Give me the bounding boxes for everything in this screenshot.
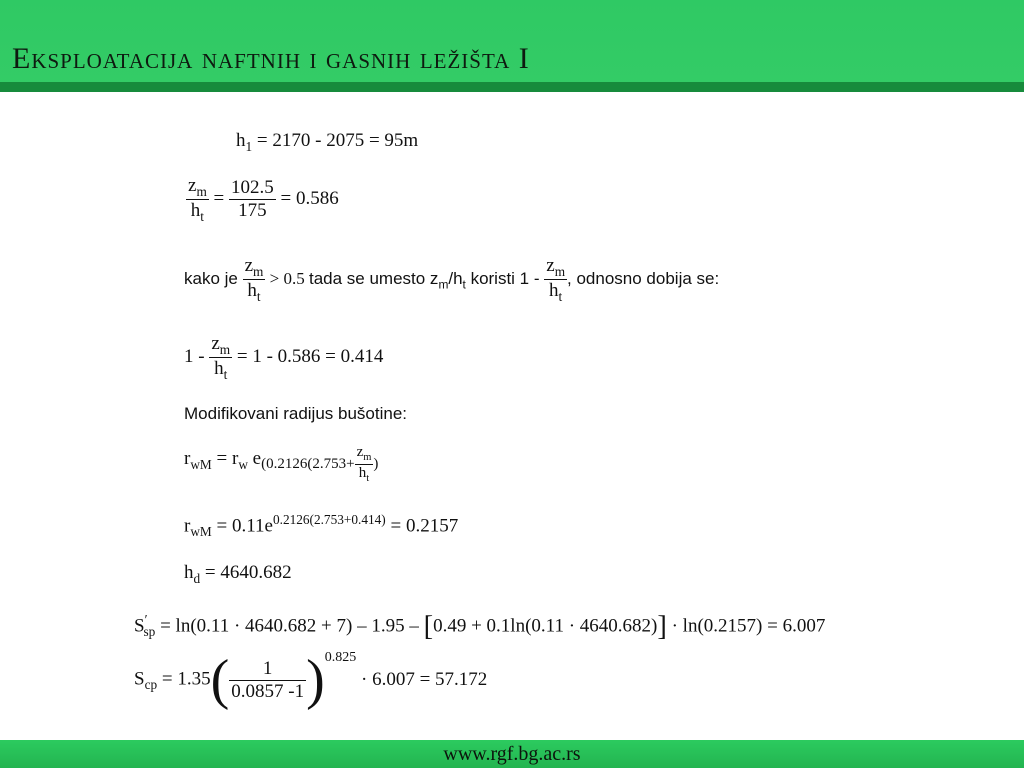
- exponent: 0.2126(2.753+0.414): [272, 512, 386, 527]
- equation-text: = 2170 - 2075 = 95m: [256, 130, 419, 151]
- fraction-values: $\frac{102.5}{175}$: [231, 177, 274, 222]
- fraction-zm-ht: $\frac{z_m}{h_t}$: [188, 175, 207, 224]
- equation-result: = 0.586: [275, 187, 339, 209]
- fraction-scp: $\frac{1}{0.0857 -1}$: [231, 657, 305, 702]
- header-divider: [0, 82, 1024, 92]
- equation-hd: $h_d = 4640.682$: [184, 562, 292, 586]
- equation-ssp: $S'_{sp} = \ln(0.11 \cdot 4640.682 + 7) - 1.95 - [0.49 + 0.1\ln(0.11 \cdot 4640.682)] \cdot \ln(0.2157) = 6.007$: [134, 611, 826, 642]
- fraction-zm-ht: $\frac{z_m}{h_t}$: [211, 333, 231, 382]
- h-subscript: 1: [245, 138, 253, 154]
- equation-scp: $S_{cp} = 1.35$( $\frac{1}{0.0857 -1}$ )0.825 · 6.007 = 57.172: [134, 649, 488, 711]
- exponent: (0.2126(2.753+ $\frac{z_m}{h_t}$ ): [261, 444, 379, 485]
- equation-h1: [236, 130, 418, 155]
- equation-rwm-formula: $r_{wM} = r_w$ e(0.2126(2.753+ $\frac{z_m}{h_t}$ ): [184, 444, 379, 485]
- equation-result: · ln(0.2157) = 6.007: [666, 615, 826, 637]
- equation-result: · 6.007 = 57.172: [356, 669, 488, 690]
- h-symbol: h: [236, 130, 246, 151]
- text-condition: kako je $\frac{z_m}{h_t}$ > 0.5 tada se umesto $z_m/h_t$ koristi 1 - $\frac{z_m}{h_t}$ , odnosno dobija se:: [184, 255, 720, 304]
- fraction-zm-ht: $\frac{z_m}{h_t}$: [244, 255, 264, 304]
- equation-result: = 1 - 0.586 = 0.414: [232, 345, 384, 367]
- equation-one-minus: 1 - $\frac{z_m}{h_t}$ = 1 - 0.586 = 0.414: [184, 333, 384, 382]
- equation-result: = 0.2157: [385, 515, 459, 537]
- header-banner: [0, 0, 1024, 92]
- footer-url: www.rgf.bg.ac.rs: [443, 743, 581, 765]
- footer-banner: [0, 740, 1024, 768]
- text-modified-radius: Modifikovani radijus bušotine:: [184, 404, 408, 423]
- slide-title: Eksploatacija naftnih i gasnih ležišta I: [12, 42, 530, 75]
- equation-zm-ratio: $\frac{z_m}{h_t}$ = $\frac{102.5}{175}$ = 0.586: [188, 175, 339, 224]
- equation-rwm-value: $r_{wM} = 0.11e^{0.2126(2.753+0.414)} = 0.2157$: [184, 512, 459, 540]
- fraction-zm-ht-2: $\frac{z_m}{h_t}$: [546, 255, 566, 304]
- exponent: 0.825: [324, 650, 357, 665]
